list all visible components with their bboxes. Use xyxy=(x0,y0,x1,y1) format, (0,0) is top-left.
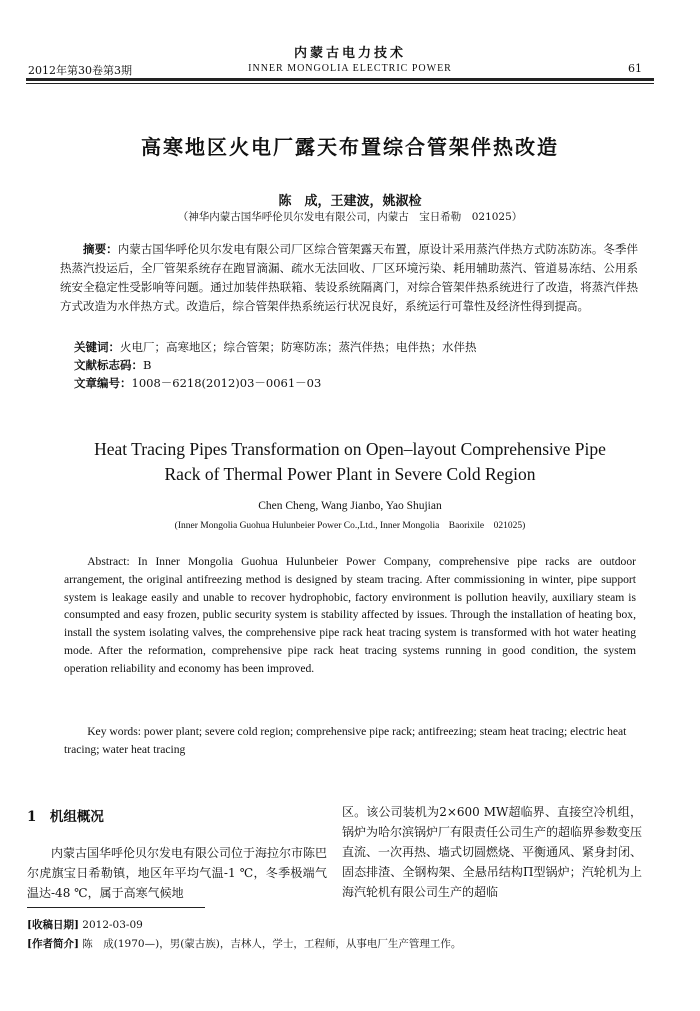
keywords-cn-text: 火电厂；高寒地区；综合管架；防寒防冻；蒸汽伴热；电伴热；水伴热 xyxy=(120,340,477,354)
keywords-cn-label: 关键词： xyxy=(74,340,120,354)
page-number: 61 xyxy=(628,62,642,75)
footnote-received xyxy=(27,918,647,932)
received-date: 2012-03-09 xyxy=(82,919,143,931)
title-en-line-2: Rack of Thermal Power Plant in Severe Cold Region xyxy=(164,464,536,484)
article-number xyxy=(74,374,634,392)
paper-title-en xyxy=(0,437,700,487)
authors-cn: 陈 成，王建波，姚淑检 xyxy=(278,194,422,209)
header-rule-thin xyxy=(26,83,654,84)
doc-code-value: B xyxy=(143,358,152,372)
footnote-author xyxy=(27,937,647,951)
body-column-right: 区。该公司装机为2×600 MW超临界、直接空冷机组，锅炉为哈尔滨锅炉厂有限责任公司生产的超临界参数变压直流、一次再热、墙式切圆燃烧、平衡通风、紧身封闭、固态排渣、全钢构架、全悬吊结构Π型锅炉；汽轮机为上海汽轮机有限公司生产的超临 xyxy=(342,805,643,899)
title-en-line-1: Heat Tracing Pipes Transformation on Open–layout Comprehensive Pipe xyxy=(94,439,606,459)
authors-en: Chen Cheng, Wang Jianbo, Yao Shujian xyxy=(258,500,442,512)
section-heading: 1 机组概况 xyxy=(27,809,104,825)
keywords-en xyxy=(64,723,636,759)
abstract-cn-label: 摘要： xyxy=(83,242,118,256)
body-column-left: 内蒙古国华呼伦贝尔发电有限公司位于海拉尔市陈巴尔虎旗宝日希勒镇，地区年平均气温-1 ℃，冬季极端气温达-48 ℃，属于高寒气候地 xyxy=(27,846,328,900)
abstract-cn-text: 内蒙古国华呼伦贝尔发电有限公司厂区综合管架露天布置，原设计采用蒸汽伴热方式防冻防冻。冬季伴热蒸汽投运后，全厂管架系统存在跑冒滴漏、疏水无法回收、厂区环境污染、耗用辅助蒸汽、管道易冻结、公用系统安全稳定性受影响等问题。通过加装伴热联箱、装设系统隔离门，对综合管架伴热系统进行了改造，将蒸汽伴热方式改造为水伴热方式。改造后，综合管架伴热系统运行状况良好，系统运行可靠性及经济性得到提高。 xyxy=(60,242,639,313)
abstract-cn xyxy=(60,240,638,316)
abstract-en-label: Abstract: xyxy=(87,555,130,568)
paper-title-cn: 高寒地区火电厂露天布置综合管架伴热改造 xyxy=(141,135,559,159)
article-no-label: 文章编号： xyxy=(74,376,132,390)
journal-name-cn: 内蒙古电力技术 xyxy=(293,46,406,61)
author-bio-label: [作者简介] xyxy=(27,938,79,950)
abstract-en-text: In Inner Mongolia Guohua Hulunbeier Power Company, comprehensive pipe racks are outdoor arrangement, the original antifreezing method is designed by steam tracing. After commissioning in winter, pipe support system is leakage easily and unable to recover hydrophobic, factory environment is pollution heavily, auxiliary steam is consumpted and easy frozen, public security system is stability affected by issues. Through the installation of heating box, install the system isolating valves, the comprehensive pipe rack heat tracing system is transformed with hot water heating mode. After the reformation, comprehensive pipe rack heat tracing systems running in good condition, the system operation reliability and economy has been improved. xyxy=(64,555,636,675)
affiliation-cn: （神华内蒙古国华呼伦贝尔发电有限公司，内蒙古 宝日希勒 021025） xyxy=(177,211,523,223)
keywords-cn xyxy=(74,338,634,356)
keywords-en-text: power plant; severe cold region; comprehensive pipe rack; antifreezing; steam heat tracing; electric heat tracing; water heat tracing xyxy=(64,725,627,756)
author-bio: 陈 成(1970—)，男(蒙古族)，吉林人，学士，工程师，从事电厂生产管理工作。 xyxy=(82,938,462,950)
doc-code-label: 文献标志码： xyxy=(74,358,143,372)
header-rule-thick xyxy=(26,78,654,81)
document-code xyxy=(74,356,634,374)
received-label: [收稿日期] xyxy=(27,919,79,931)
journal-name-en: INNER MONGOLIA ELECTRIC POWER xyxy=(248,63,452,74)
issue-info: 2012年第30卷第3期 xyxy=(28,64,132,77)
affiliation-en: (Inner Mongolia Guohua Hulunbeier Power Co.,Ltd., Inner Mongolia Baorixile 021025) xyxy=(174,521,526,531)
abstract-en xyxy=(64,553,636,678)
keywords-en-label: Key words: xyxy=(87,725,141,738)
footnote-rule xyxy=(27,907,205,908)
article-no-value: 1008－6218(2012)03－0061－03 xyxy=(131,376,322,390)
